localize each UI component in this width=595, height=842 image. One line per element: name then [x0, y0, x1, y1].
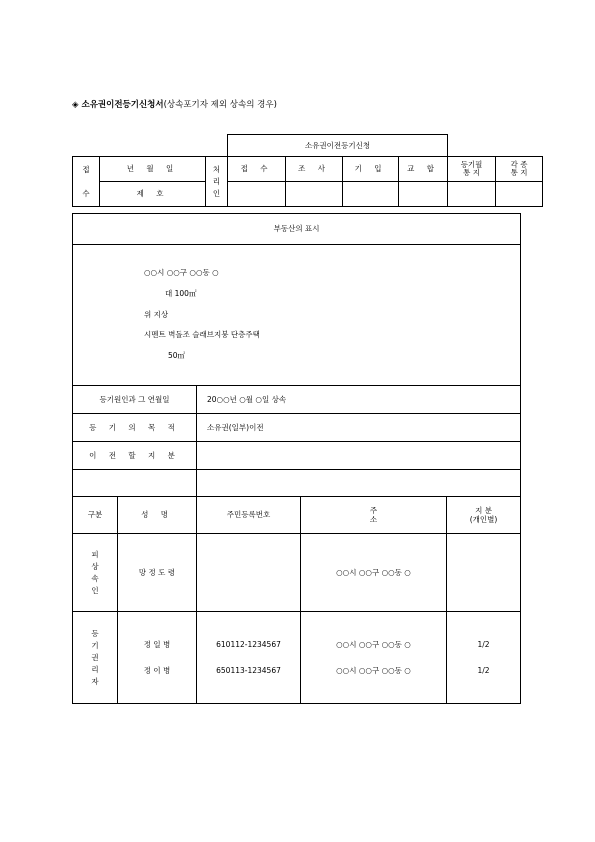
purpose-label: 등 기 의 목 적	[73, 414, 197, 442]
decedent-address: ○○시 ○○구 ○○동 ○	[301, 534, 447, 612]
col-id: 주민등록번호	[197, 497, 301, 534]
title-sub: (상속포기자 제외 상속의 경우)	[163, 100, 277, 110]
decedent-id	[197, 534, 301, 612]
col-notice-various: 각 종 통 지	[496, 157, 543, 182]
cell-giip	[343, 182, 399, 207]
property-header: 부동산의 표시	[73, 214, 521, 245]
property-area: 50㎡	[168, 351, 186, 360]
registrant-row	[73, 612, 521, 704]
property-address: ○○시 ○○구 ○○동 ○	[144, 268, 219, 277]
property-on-land: 위 지상	[144, 310, 169, 319]
cell-gyohap	[399, 182, 448, 207]
decedent-label: 피 상 속 인	[73, 534, 118, 612]
property-building: 시멘트 벽돌조 슬래브지붕 단층주택	[144, 330, 260, 339]
cause-label: 등기원인과 그 연월일	[73, 386, 197, 414]
registrant-names	[118, 612, 197, 704]
registrant-address: ○○시 ○○구 ○○동 ○	[336, 639, 411, 649]
col-name: 성 명	[118, 497, 197, 534]
processor-label: 처 리 인	[206, 157, 228, 207]
registrant-name: 정 일 병	[143, 639, 171, 649]
col-giip: 기 입	[343, 157, 399, 182]
cell-notice-done	[448, 182, 496, 207]
date-label: 년 월 일	[100, 157, 206, 182]
col-type: 구분	[73, 497, 118, 534]
registrant-id: 610112-1234567	[216, 639, 281, 649]
cell-josa	[286, 182, 343, 207]
main-table	[72, 213, 521, 704]
col-notice-done: 등기필 통 지	[448, 157, 496, 182]
registrant-name: 정 이 병	[143, 665, 171, 675]
col-jeopsu: 접 수	[228, 157, 286, 182]
purpose-value: 소유권(일부)이전	[197, 414, 521, 442]
property-land: 대 100㎡	[165, 289, 197, 298]
col-gyohap: 교 합	[399, 157, 448, 182]
title-main: ◈ 소유권이전등기신청서	[72, 100, 164, 110]
decedent-name: 망 정 도 령	[118, 534, 197, 612]
registrant-shares	[447, 612, 521, 704]
property-body	[73, 245, 521, 386]
blank-value	[197, 470, 521, 497]
jeopsu-label: 접 수	[73, 157, 100, 207]
share-value	[197, 442, 521, 470]
blank-label	[73, 470, 197, 497]
col-address: 주 소	[301, 497, 447, 534]
decedent-share	[447, 534, 521, 612]
registrant-ids	[197, 612, 301, 704]
col-share: 지 분 (개인별)	[447, 497, 521, 534]
cell-notice-various	[496, 182, 543, 207]
registrant-share: 1/2	[477, 665, 490, 675]
registrant-id: 650113-1234567	[216, 665, 281, 675]
reception-header: 소유권이전등기신청	[228, 135, 448, 157]
decedent-row	[73, 534, 521, 612]
registrant-addresses	[301, 612, 447, 704]
col-josa: 조 사	[286, 157, 343, 182]
share-label: 이 전 할 지 분	[73, 442, 197, 470]
cell-jeopsu	[228, 182, 286, 207]
registrant-label: 등 기 권 리 자	[73, 612, 118, 704]
number-label: 제 호	[100, 182, 206, 207]
reception-table	[72, 134, 543, 207]
registrant-share: 1/2	[477, 639, 490, 649]
page-title	[72, 98, 277, 110]
cause-value: 20○○년 ○월 ○일 상속	[197, 386, 521, 414]
registrant-address: ○○시 ○○구 ○○동 ○	[336, 665, 411, 675]
